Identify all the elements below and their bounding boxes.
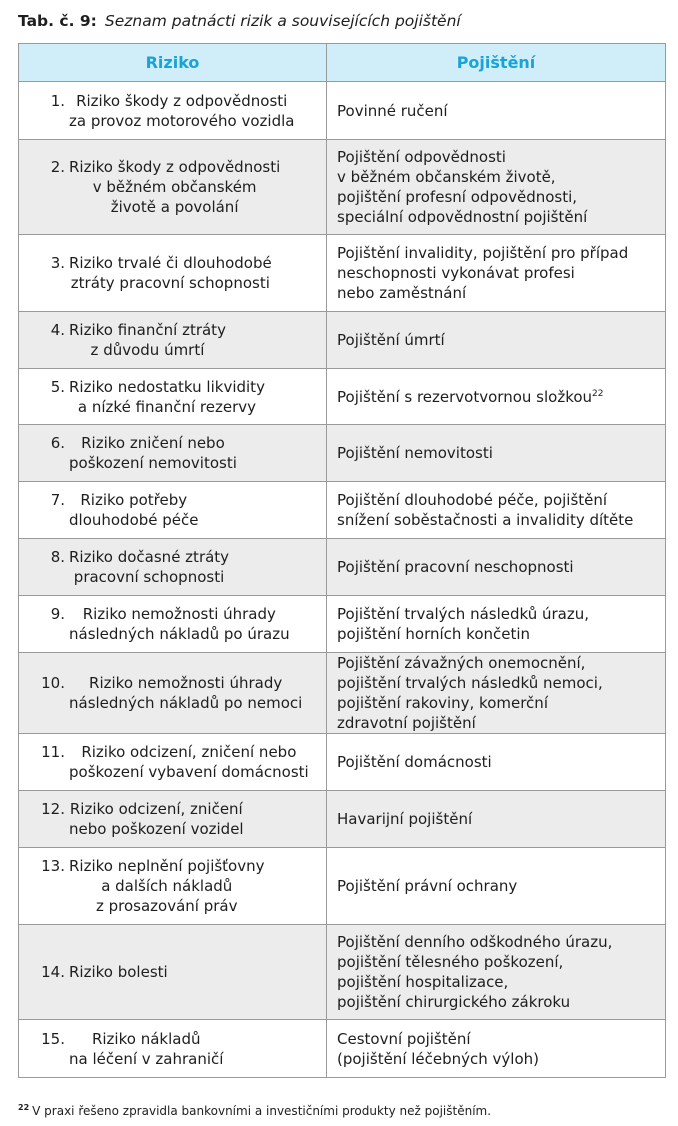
insurance-cell <box>327 140 666 235</box>
risk-number: 4. <box>50 321 65 339</box>
insurance-text: Pojištění nemovitosti <box>337 444 493 462</box>
insurance-text: Pojištění s rezervotvornou složkou <box>337 387 593 406</box>
risk-number: 13. <box>41 857 65 875</box>
insurance-cell <box>327 235 666 312</box>
table-header-row <box>19 44 666 82</box>
risk-text: Riziko nedostatku likvidity a nízké finanční rezervy <box>69 377 265 416</box>
risk-text: Riziko škody z odpovědnosti v běžném občanském životě a povolání <box>69 158 281 216</box>
table-row <box>19 482 666 539</box>
insurance-text: Pojištění dlouhodobé péče, pojištění snížení soběstačnosti a invalidity dítěte <box>337 491 634 529</box>
insurance-cell <box>327 596 666 653</box>
risk-cell <box>19 734 327 791</box>
insurance-cell <box>327 734 666 791</box>
caption-title: Seznam patnácti rizik a souvisejících pojištění <box>104 12 461 30</box>
insurance-text: Cestovní pojištění (pojištění léčebných výloh) <box>337 1029 540 1068</box>
insurance-text: Pojištění domácnosti <box>337 753 492 771</box>
footnote-text: V praxi řešeno zpravidla bankovními a investičními produkty než pojištěním. <box>32 1104 492 1118</box>
risk-cell <box>19 312 327 369</box>
risk-text: Riziko odcizení, zničení nebo poškození vozidel <box>69 800 244 838</box>
insurance-cell <box>327 82 666 140</box>
risk-cell <box>19 848 327 925</box>
insurance-text: Povinné ručení <box>337 101 448 120</box>
table-row <box>19 369 666 425</box>
table-row <box>19 848 666 925</box>
risk-cell <box>19 791 327 848</box>
risk-number: 9. <box>50 605 65 623</box>
risk-text: Riziko bolesti <box>69 963 168 981</box>
risk-cell <box>19 82 327 140</box>
risk-text: Riziko zničení nebo poškození nemovitosti <box>69 434 237 472</box>
risk-cell <box>19 140 327 235</box>
risk-cell <box>19 539 327 596</box>
risk-cell <box>19 482 327 539</box>
risk-text: Riziko dočasné ztráty pracovní schopnosti <box>69 548 230 586</box>
risk-cell <box>19 369 327 425</box>
risk-cell <box>19 925 327 1020</box>
insurance-text: Pojištění úmrtí <box>337 331 445 349</box>
risk-text: Riziko odcizení, zničení nebo poškození vybavení domácnosti <box>69 743 309 781</box>
table-row <box>19 82 666 140</box>
table-body <box>19 82 666 1078</box>
insurance-text: Pojištění denního odškodného úrazu, pojištění tělesného poškození, pojištění hospitalizace, pojištění chirurgického zákroku <box>337 933 613 1011</box>
footnote <box>18 1103 491 1118</box>
risk-number: 1. <box>50 91 65 110</box>
table-row <box>19 312 666 369</box>
risk-number: 11. <box>41 743 65 761</box>
risk-number: 8. <box>50 548 65 566</box>
insurance-cell <box>327 539 666 596</box>
insurance-text: Havarijní pojištění <box>337 810 473 828</box>
insurance-cell <box>327 848 666 925</box>
risk-cell <box>19 596 327 653</box>
insurance-text: Pojištění pracovní neschopnosti <box>337 558 574 576</box>
risk-number: 5. <box>50 377 65 396</box>
table-row <box>19 235 666 312</box>
risk-text: Riziko finanční ztráty z důvodu úmrtí <box>69 321 226 359</box>
risk-number: 10. <box>41 674 65 692</box>
risk-insurance-table <box>18 43 666 1078</box>
insurance-text: Pojištění trvalých následků úrazu, pojištění horních končetin <box>337 605 590 643</box>
risk-number: 15. <box>41 1029 65 1048</box>
insurance-text: Pojištění závažných onemocnění, pojištění trvalých následků nemoci, pojištění rakoviny, komerční zdravotní pojištění <box>337 654 603 732</box>
insurance-cell <box>327 312 666 369</box>
risk-text: Riziko nemožnosti úhrady následných nákladů po nemoci <box>69 674 303 712</box>
table-row <box>19 539 666 596</box>
risk-number: 2. <box>50 158 65 176</box>
table-row <box>19 140 666 235</box>
table-row <box>19 925 666 1020</box>
risk-text: Riziko nákladů na léčení v zahraničí <box>69 1029 224 1068</box>
risk-number: 6. <box>50 434 65 452</box>
table-row <box>19 791 666 848</box>
caption-label: Tab. č. 9: <box>18 12 97 30</box>
footnote-reference: 22 <box>592 388 604 399</box>
insurance-cell <box>327 482 666 539</box>
risk-cell <box>19 235 327 312</box>
table-caption <box>18 12 461 30</box>
risk-text: Riziko neplnění pojišťovny a dalších nákladů z prosazování práv <box>69 857 265 915</box>
insurance-cell <box>327 653 666 734</box>
risk-text: Riziko trvalé či dlouhodobé ztráty pracovní schopnosti <box>69 254 272 292</box>
risk-number: 14. <box>41 963 65 981</box>
risk-number: 7. <box>50 491 65 509</box>
header-risk: Riziko <box>19 44 327 82</box>
risk-text: Riziko potřeby dlouhodobé péče <box>69 491 199 529</box>
insurance-cell <box>327 369 666 425</box>
insurance-text: Pojištění invalidity, pojištění pro případ neschopnosti vykonávat profesi nebo zaměstnání <box>337 244 629 302</box>
insurance-cell <box>327 425 666 482</box>
risk-text: Riziko nemožnosti úhrady následných nákladů po úrazu <box>69 605 290 643</box>
insurance-text: Pojištění právní ochrany <box>337 877 518 895</box>
risk-text: Riziko škody z odpovědnosti za provoz motorového vozidla <box>69 91 295 130</box>
risk-cell <box>19 653 327 734</box>
risk-cell <box>19 425 327 482</box>
table-row <box>19 596 666 653</box>
risk-number: 3. <box>50 254 65 272</box>
table-row <box>19 653 666 734</box>
table-row <box>19 1020 666 1078</box>
insurance-cell <box>327 925 666 1020</box>
table-row <box>19 734 666 791</box>
insurance-cell <box>327 1020 666 1078</box>
insurance-text: Pojištění odpovědnosti v běžném občanském životě, pojištění profesní odpovědnosti, speciální odpovědnostní pojištění <box>337 148 588 226</box>
risk-number: 12. <box>41 800 65 818</box>
risk-cell <box>19 1020 327 1078</box>
header-insurance: Pojištění <box>327 44 666 82</box>
footnote-mark: 22 <box>18 1103 30 1112</box>
insurance-cell <box>327 791 666 848</box>
table-row <box>19 425 666 482</box>
